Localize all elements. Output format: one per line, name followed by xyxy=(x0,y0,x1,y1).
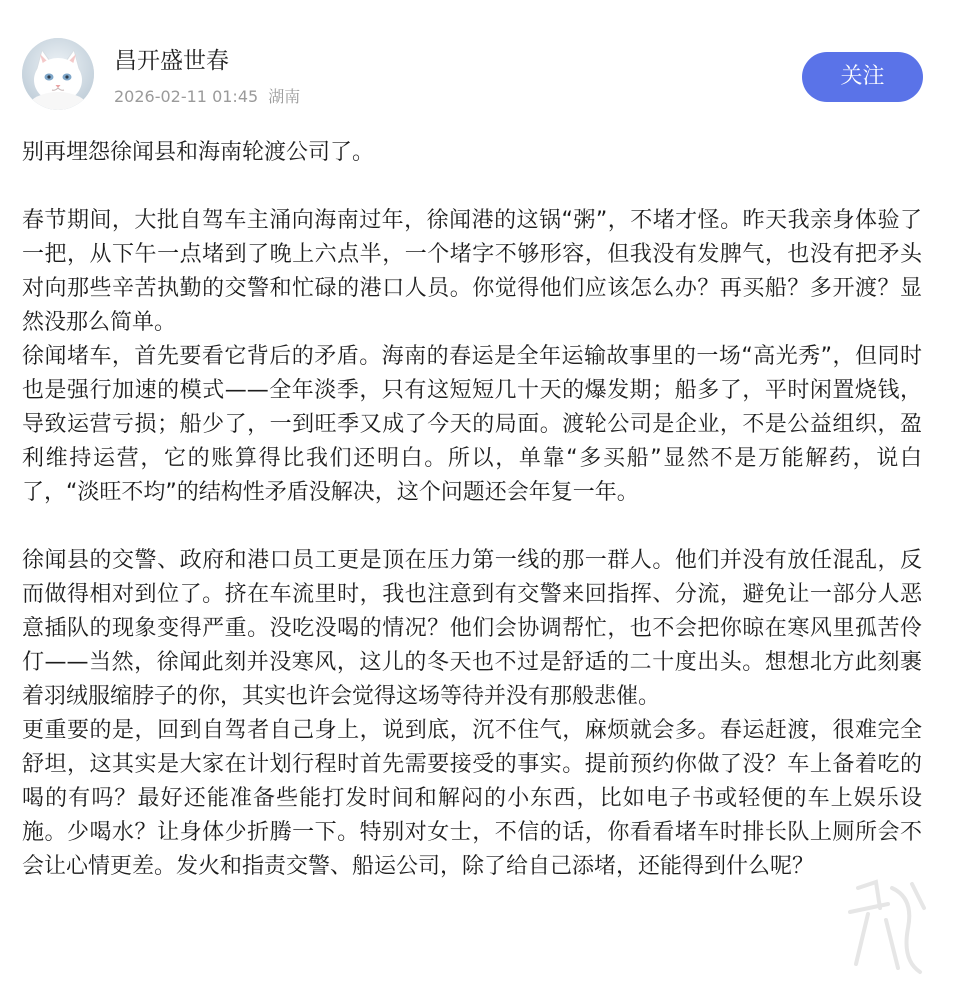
paragraph-spacer xyxy=(22,170,922,204)
post-header xyxy=(22,38,922,114)
post-paragraph: 别再埋怨徐闻县和海南轮渡公司了。 xyxy=(22,140,375,165)
follow-button[interactable]: 关注 xyxy=(802,52,923,102)
post-paragraph: 更重要的是，回到自驾者自己身上，说到底，沉不住气，麻烦就会多。春运赶渡，很难完全舒坦，这其实是大家在计划行程时首先需要接受的事实。提前预约你做了没？车上备着吃的喝的有吗？最好还能准备些能打发时间和解闷的小东西，比如电子书或轻便的车上娱乐设施。少喝水？让身体少折腾一下。特别对女士，不信的话，你看看堵车时排长队上厕所会不会让心情更差。发火和指责交警、船运公司，除了给自己添堵，还能得到什么呢？ xyxy=(22,718,922,879)
post-content xyxy=(22,136,922,884)
post-paragraph: 徐闻县的交警、政府和港口员工更是顶在压力第一线的那一群人。他们并没有放任混乱，反而做得相对到位了。挤在车流里时，我也注意到有交警来回指挥、分流，避免让一部分人恶意插队的现象变得严重。没吃没喝的情况？他们会协调帮忙，也不会把你晾在寒风里孤苦伶仃——当然，徐闻此刻并没寒风，这儿的冬天也不过是舒适的二十度出头。想想北方此刻裹着羽绒服缩脖子的你，其实也许会觉得这场等待并没有那般悲催。 xyxy=(22,548,922,709)
author-name[interactable]: 昌开盛世春 xyxy=(114,48,229,74)
post-meta xyxy=(114,86,300,108)
post-paragraph: 春节期间，大批自驾车主涌向海南过年，徐闻港的这锅“粥”，不堵才怪。昨天我亲身体验了一把，从下午一点堵到了晚上六点半，一个堵字不够形容，但我没有发脾气，也没有把矛头对向那些辛苦执勤的交警和忙碌的港口人员。你觉得他们应该怎么办？再买船？多开渡？显然没那么简单。 xyxy=(22,208,922,335)
paragraph-spacer xyxy=(22,510,922,544)
avatar[interactable] xyxy=(22,38,94,110)
post-location: 湖南 xyxy=(268,87,301,106)
cat-avatar-icon xyxy=(22,38,94,110)
post-paragraph: 徐闻堵车，首先要看它背后的矛盾。海南的春运是全年运输故事里的一场“高光秀”，但同时也是强行加速的模式——全年淡季，只有这短短几十天的爆发期；船多了，平时闲置烧钱，导致运营亏损；船少了，一到旺季又成了今天的局面。渡轮公司是企业，不是公益组织，盈利维持运营，它的账算得比我们还明白。所以，单靠“多买船”显然不是万能解药，说白了，“淡旺不均”的结构性矛盾没解决，这个问题还会年复一年。 xyxy=(22,344,922,505)
watermark-icon xyxy=(828,868,938,988)
post-timestamp: 2026-02-11 01:45 xyxy=(114,87,259,106)
